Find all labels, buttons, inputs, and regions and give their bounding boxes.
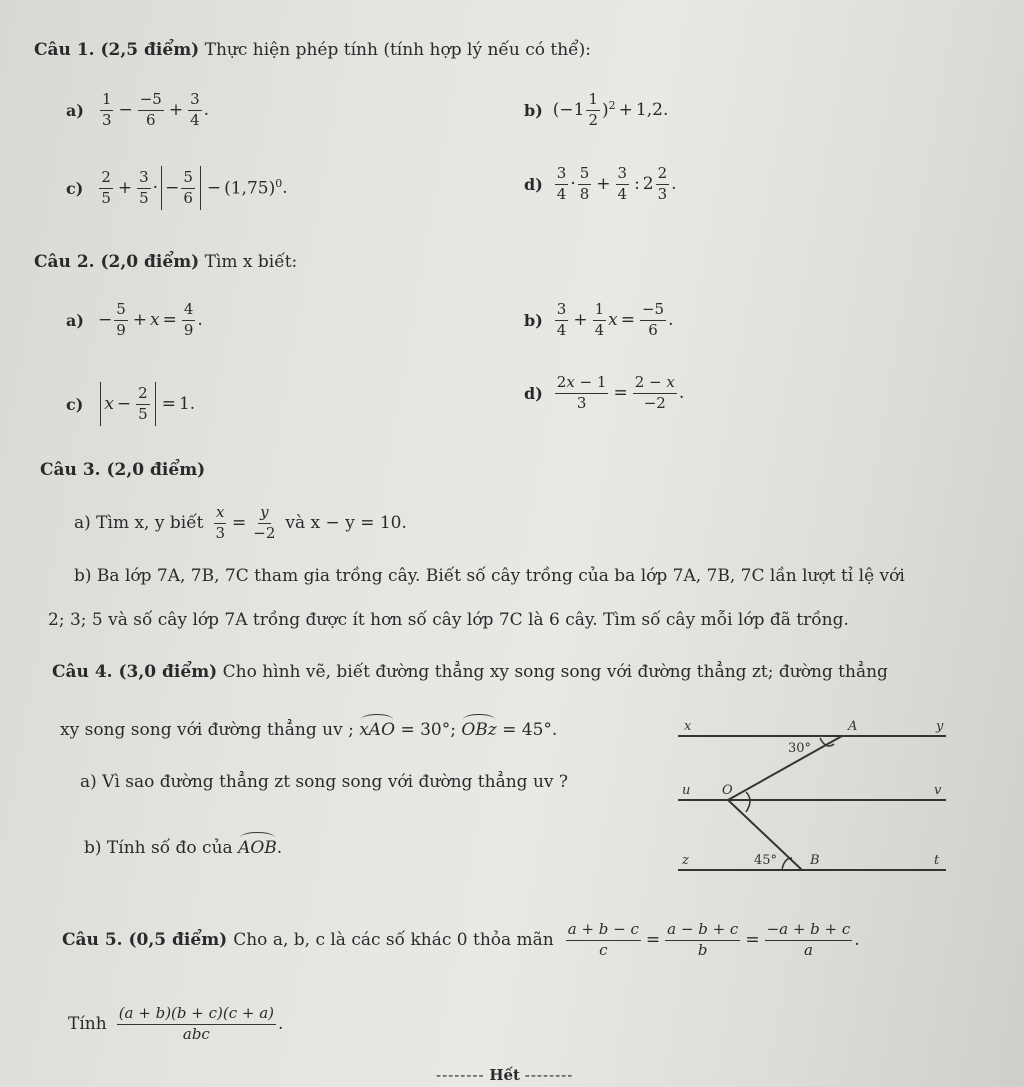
label-b: B (810, 853, 820, 868)
q2-b-label: b) (524, 310, 543, 330)
q4-b: b) Tính số đo của AOB. (84, 838, 283, 858)
footer-end-text: Hết (489, 1066, 520, 1084)
label-a: A (848, 719, 858, 734)
q3-title (40, 460, 205, 480)
q3-b-line2: 2; 3; 5 và số cây lớp 7A trồng được ít hơn số cây lớp 7C là 6 cây. Tìm số cây mỗi lớp đã trồng. (48, 610, 849, 630)
q4-line2-b: = 30°; (400, 720, 456, 740)
q1-title (34, 40, 591, 60)
q1-c-label: c) (66, 178, 84, 198)
q1-a: a) 1 3 − $\frac{-5}{6}$ + $\frac{3}{4}$ . (66, 90, 210, 129)
label-v: v (934, 783, 942, 798)
q3-b-line1: b) Ba lớp 7A, 7B, 7C tham gia trồng cây. Biết số cây trồng của ba lớp 7A, 7B, 7C lần lượt tỉ lệ với (74, 566, 905, 586)
q1-b-label: b) (524, 100, 543, 120)
q4-text: Cho hình vẽ, biết đường thẳng xy song song với đường thẳng zt; đường thẳng (222, 662, 888, 682)
q2-c-label: c) (66, 394, 84, 414)
label-45: 45° (754, 853, 778, 868)
q3-a-tail: và x − y = 10. (285, 513, 407, 534)
q1-a-label: a) (66, 100, 84, 120)
q1-b: b) (−1 1 2 )$^2$ + 1,2. (524, 90, 669, 129)
q4-line2-a: xy song song với đường thẳng uv ; (60, 720, 354, 740)
q2-d: d) $\frac{2x - 1}{3}$ = $\frac{2 - x}{-2}$ . (524, 373, 685, 412)
angle-aob: AOB (238, 838, 277, 858)
q5-text: Cho a, b, c là các số khác 0 thỏa mãn (233, 930, 554, 951)
label-y: y (936, 719, 944, 734)
angle-obz: OBz (461, 720, 497, 740)
segment-ao (728, 736, 842, 800)
q3-a: a) Tìm x, y biết $\frac{x}{3}$ = $\frac{y}{-2}$ và x − y = 10. (74, 503, 407, 542)
geometry-figure (670, 708, 960, 888)
q1-d: d) 3 4 · 5 8 + $\frac{3}{4}$ : 2 2 3 . (524, 164, 677, 203)
q4-b-text: b) Tính số đo của (84, 838, 233, 858)
q4-a: a) Vì sao đường thẳng zt song song với đường thẳng uv ? (80, 772, 569, 792)
q1-c: c) 2 5 + $\frac{3}{5}$ · − $\frac{5}{6}$ − $(1,75)^0$ . (66, 166, 288, 210)
q2-c: c) x − $\frac{2}{5}$ = 1. (66, 382, 195, 426)
q2-heading: Câu 2. (2,0 điểm) (34, 252, 200, 272)
q3-heading: Câu 3. (2,0 điểm) (40, 460, 206, 480)
label-u: u (682, 783, 691, 798)
q2-title (34, 252, 297, 272)
q1-d-label: d) (524, 174, 543, 194)
label-z: z (682, 853, 689, 868)
q3-a-label: a) Tìm x, y biết (74, 513, 204, 534)
q2-text: Tìm x biết: (204, 252, 298, 272)
footer-end: -------- Hết -------- (436, 1066, 574, 1084)
label-o: O (722, 783, 733, 798)
label-x: x (684, 719, 692, 734)
angle-xao: xAO (359, 720, 396, 740)
q5-line1: Câu 5. (0,5 điểm) Cho a, b, c là các số khác 0 thỏa mãn $\frac{a + b - c}{c}$ = $\frac{a - b + c}{b}$ = $\frac{-a + b + c}{a}$ . (62, 920, 860, 959)
q5-line2: Tính (a + b)(b + c)(c + a) abc . (68, 1004, 284, 1043)
q2-d-label: d) (524, 383, 543, 403)
q4-line2-c: = 45°. (502, 720, 558, 740)
q2-a: a) − $\frac{5}{9}$ + x = $\frac{4}{9}$ . (66, 300, 203, 339)
q4-heading: Câu 4. (3,0 điểm) (52, 662, 218, 682)
arc-o (746, 792, 750, 812)
q5-heading: Câu 5. (0,5 điểm) (62, 930, 228, 951)
q4-line2 (60, 720, 557, 740)
q2-b: b) 3 4 + $\frac{1}{4}$ x = $\frac{-5}{6}$ . (524, 300, 674, 339)
q1-heading: Câu 1. (2,5 điểm) (34, 40, 200, 60)
label-30: 30° (788, 741, 812, 756)
q4-line1 (52, 662, 888, 682)
label-t: t (934, 853, 940, 868)
q1-text: Thực hiện phép tính (tính hợp lý nếu có thể): (204, 40, 591, 60)
q2-a-label: a) (66, 310, 84, 330)
q5-tinh: Tính (68, 1014, 107, 1035)
